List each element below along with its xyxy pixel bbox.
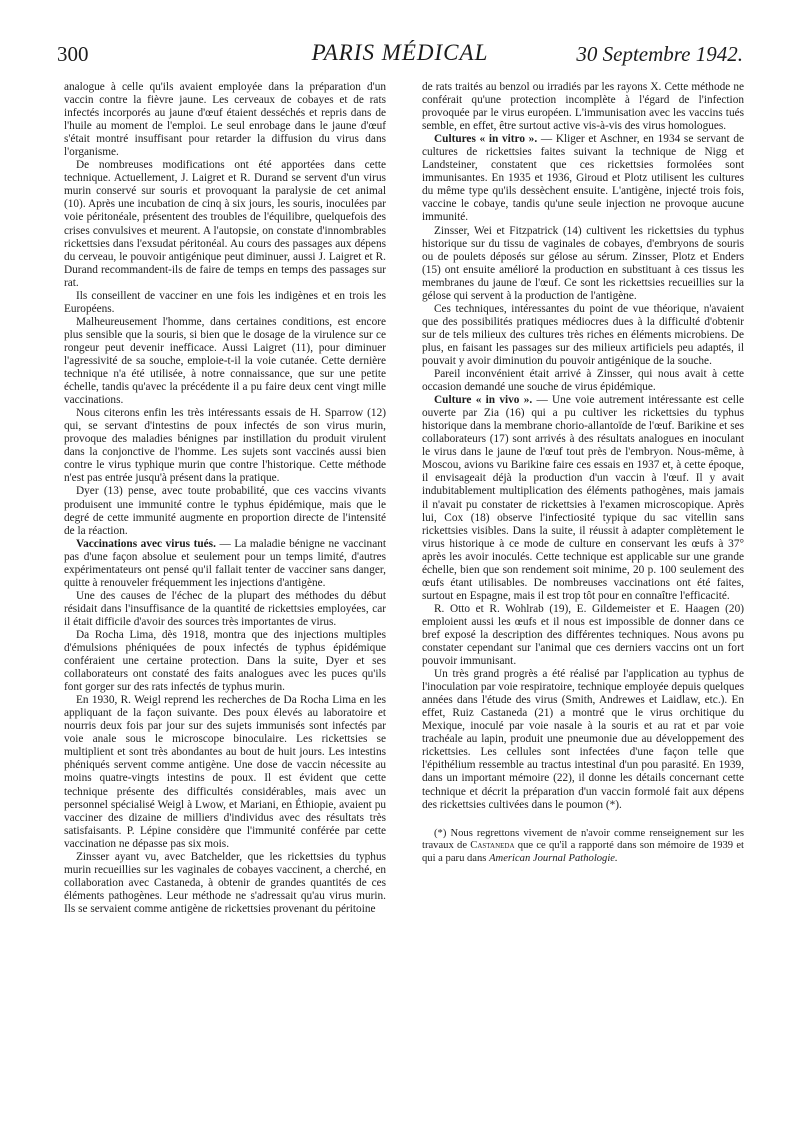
paragraph: Malheureusement l'homme, dans certaines conditions, est encore plus sensible que la souris, si bien que le dosage de la virulence sur ce rongeur peut devenir inefficace. Aussi Laigret (11), pour diminuer l'agressivité de sa souche, emploie-t-il la voie cutanée. Cette dernière technique n'a été utilisée, à notre connaissance, que sur une petite échelle, tandis qu'avec la précédente il a pu faire deux cent vingt mille vaccinations. [64, 315, 386, 407]
paragraph: R. Otto et R. Wohlrab (19), E. Gildemeister et E. Haagen (20) emploient aussi les œufs et il nous est impossible de donner dans ce bref exposé la description des différentes techniques. Nous avons pu constater cependant sur l'animal que ces derniers vaccins ont un fort pouvoir immunisant. [422, 602, 744, 668]
paragraph: de rats traités au benzol ou irradiés par les rayons X. Cette méthode ne conférait qu'une protection incomplète à l'égard de l'infection provoquée par le virus européen. L'immunisation avec les vaccins tués semble, en effet, être surtout active vis-à-vis des virus homologues. [422, 81, 744, 133]
paragraph: Da Rocha Lima, dès 1918, montra que des injections multiples d'émulsions phéniquées de poux infectés de typhus épidémique conféraient une certaine protection. Dans la suite, Dyer et ses collaborateurs ont constaté des faits analogues avec les puces qu'ils font gorger sur des rats infectés de typhus murin. [64, 628, 386, 694]
section-heading: Vaccinations avec virus tués. [76, 537, 216, 550]
right-column [422, 81, 744, 865]
paragraph: Ils conseillent de vacciner en une fois les indigènes et en trois les Européens. [64, 289, 386, 315]
paragraph: Pareil inconvénient était arrivé à Zinsser, qui nous avait à cette occasion demandé une souche de virus épidémique. [422, 368, 744, 394]
journal-title: PARIS MÉDICAL [311, 40, 489, 65]
left-column [64, 81, 386, 916]
section-heading: Culture « in vivo ». [434, 394, 533, 407]
paragraph-text: — Une voie autrement intéressante est celle ouverte par Zia (16) qui a pu cultiver les rickettsies du typhus historique dans la membrane chorio-allantoïde de l'œuf. Barikine et ses collaborateurs (17) sont arrivés à des résultats analogues en inoculant le virus dans le jaune de l'œuf tout près de l'embryon. Nous-même, à Moscou, avions vu Barikine faire ces essais en 1937 et, à cette époque, il envisageait déjà la production d'un vaccin à l'œuf. Il y avait indubitablement multiplication des éléments pathogènes, mais jamais il n'avait pu constater de rickettsies à l'examen microscopique. Après lui, Cox (18) observe l'infectiosité typique du sac vitellin sans rickettsies visibles. Dans la suite, il réussit à adapter complètement le virus historique à ce mode de culture en conservant les œufs à 37° après les avoir inoculés. Cette technique est applicable sur une grande échelle, bien que son rendement soit minime, 20 p. 100 seulement des œufs étant utilisables. De nombreuses vaccinations ont été faites, surtout en Espagne, mais il est trop tôt pour en connaître l'efficacité. [422, 394, 744, 602]
footnote-text: que ce qu'il a rapporté dans son mémoire de 1939 et qui a paru dans [422, 840, 745, 864]
paragraph: De nombreuses modifications ont été apportées dans cette technique. Actuellement, J. Laigret et R. Durand se servent d'un virus murin conservé sur souris et provoquant la paralysie de cet animal (10). Après une incubation de cinq à six jours, les souris, inoculées par voie péritonéale, présentent des troubles de l'équilibre, quelquefois des crises convulsives et meurent. A l'autopsie, on constate d'innombrables rickettsies dans l'exsudat péritonéal. Au cours des passages aux dépens du cerveau, le pouvoir antigénique peut diminuer, aussi J. Laigret et R. Durand recommandent-ils de faire de temps en temps des passages sur rat. [64, 159, 386, 289]
page-number: 300 [57, 42, 89, 66]
paragraph: Zinsser, Wei et Fitzpatrick (14) cultivent les rickettsies du typhus historique sur du tissu de vaginales de cobayes, d'embryons de souris ou de poulets déposés sur gélose au sérum. Zinsser, Plotz et Enders (15) ont ensuite amélioré la production en substituant à ces tissus les membranes du jaune de l'œuf. Ce sont les rickettsies recueillies sur la gélose qui servent à la production de l'antigène. [422, 224, 744, 302]
section-heading: Cultures « in vitro ». [434, 133, 538, 146]
paragraph: Dyer (13) pense, avec toute probabilité, que ces vaccins vivants produisent une immunité contre le typhus épidémique, mais que le degré de cette immunité augmente en proportion directe de l'intensité de la réaction. [64, 485, 386, 537]
paragraph: Nous citerons enfin les très intéressants essais de H. Sparrow (12) qui, se servant d'intestins de poux infectés de son virus murin, provoque des maladies bénignes par instillation du produit virulent dans la conjonctive de l'homme. Les sujets sont vaccinés aussi bien contre le virus typhique murin que contre l'historique. Cette méthode n'est pas entrée jusqu'à présent dans la pratique. [64, 407, 386, 485]
footnote-text: (*) Nous regrettons vivement de n'avoir comme renseignement sur les travaux de [422, 827, 744, 852]
footnote [422, 828, 744, 866]
paragraph: En 1930, R. Weigl reprend les recherches de Da Rocha Lima en les appliquant de la façon suivante. Des poux élevés au laboratoire et nourris deux fois par jour sur des sujets immunisés sont infectés par voie anale sous le microscope binoculaire. Les rickettsies se multiplient et sont très abondantes au bout de huit jours. Les intestins phéniqués servent comme antigène. Une dose de vaccin nécessite au moins quatre-vingts intestins de poux. Il est évident que cette technique présente des difficultés considérables, mais avec un personnel spécialisé Weigl à Lwow, et Mariani, en Éthiopie, avaient pu vacciner des dizaine de milliers d'individus avec des résultats très satisfaisants. P. Lépine considère que l'immunité conférée par cette vaccination ne dépasse pas six mois. [64, 694, 386, 850]
page-header [57, 40, 743, 76]
footnote-author: Castaneda [470, 840, 515, 852]
paragraph-text: — Kliger et Aschner, en 1934 se servant de cultures de rickettsies faites suivant la technique de Nigg et Landsteiner, constatent que ces rickettsies formolées sont immunisantes. En 1935 et 1936, Giroud et Plotz utilisent les cultures du même type qu'ils dessèchent ensuite. L'antigène, injecté trois fois, vaccine le cobaye, tandis qu'une seule injection ne provoque aucune immunité. [422, 133, 744, 224]
paragraph [64, 538, 386, 590]
paragraph: Ces techniques, intéressantes du point de vue théorique, n'avaient que des possibilités pratiques médiocres dues à la difficulté d'obtenir sur de tels milieux des cultures très riches en éléments microbiens. De plus, en faisant les passages sur des milieux artificiels peu adaptés, il pouvait y avoir diminution du pouvoir antigénique de la souche. [422, 302, 744, 367]
paragraph: Zinsser ayant vu, avec Batchelder, que les rickettsies du typhus murin recueillies sur les vaginales de cobayes vaccinent, a cherché, en collaboration avec Castaneda, à obtenir de grandes quantités de ces éléments pathogènes. Leur méthode ne s'adressait qu'au virus murin. Ils se servaient comme antigène de rickettsies provenant du péritoine [64, 850, 386, 915]
paragraph-text: — La maladie bénigne ne vaccinant pas d'une façon absolue et seulement pour un temps limité, d'autres expérimentateurs ont pensé qu'il fallait tenter de vacciner sans danger, quitte à renouveler fréquemment les injections d'antigène. [64, 537, 386, 589]
paragraph: analogue à celle qu'ils avaient employée dans la préparation d'un vaccin contre la fièvre jaune. Les cerveaux de cobayes et de rats infectés incorporés au jaune d'œuf étaient desséchés et repris dans de l'huile au moment de l'emploi. Le seul enrobage dans le jaune d'œuf s'était montré insuffisant pour retarder la diffusion du virus dans l'organisme. [64, 81, 386, 159]
paragraph: Une des causes de l'échec de la plupart des méthodes du début résidait dans l'insuffisance de la quantité de rickettsies employées, car il était difficile d'avoir des sources très importantes de virus. [64, 589, 386, 628]
issue-date: 30 Septembre 1942. [576, 42, 743, 66]
paragraph [422, 133, 744, 224]
paragraph [422, 394, 744, 603]
paragraph: Un très grand progrès a été réalisé par l'application au typhus de l'inoculation par voie respiratoire, technique employée depuis quelques années dans l'étude des virus (Smith, Andrewes et Laidlaw, etc.). En effet, Ruiz Castaneda (21) a montré que le virus orchitique du Mexique, inoculé par voie nasale à la souris et au rat et par voie trachéale au lapin, produit une pneumonie due au développement des rickettsies. Les cellules sont infectées d'une façon telle que l'épithélium ressemble au tractus intestinal d'un pou parasité. En 1939, dans un important mémoire (22), il donne les détails concernant cette technique et décrit la préparation d'un vaccin formolé fait aux dépens des rickettsies cultivées dans le poumon (*). [422, 668, 744, 811]
footnote-journal: American Journal Pathologie. [489, 852, 618, 864]
